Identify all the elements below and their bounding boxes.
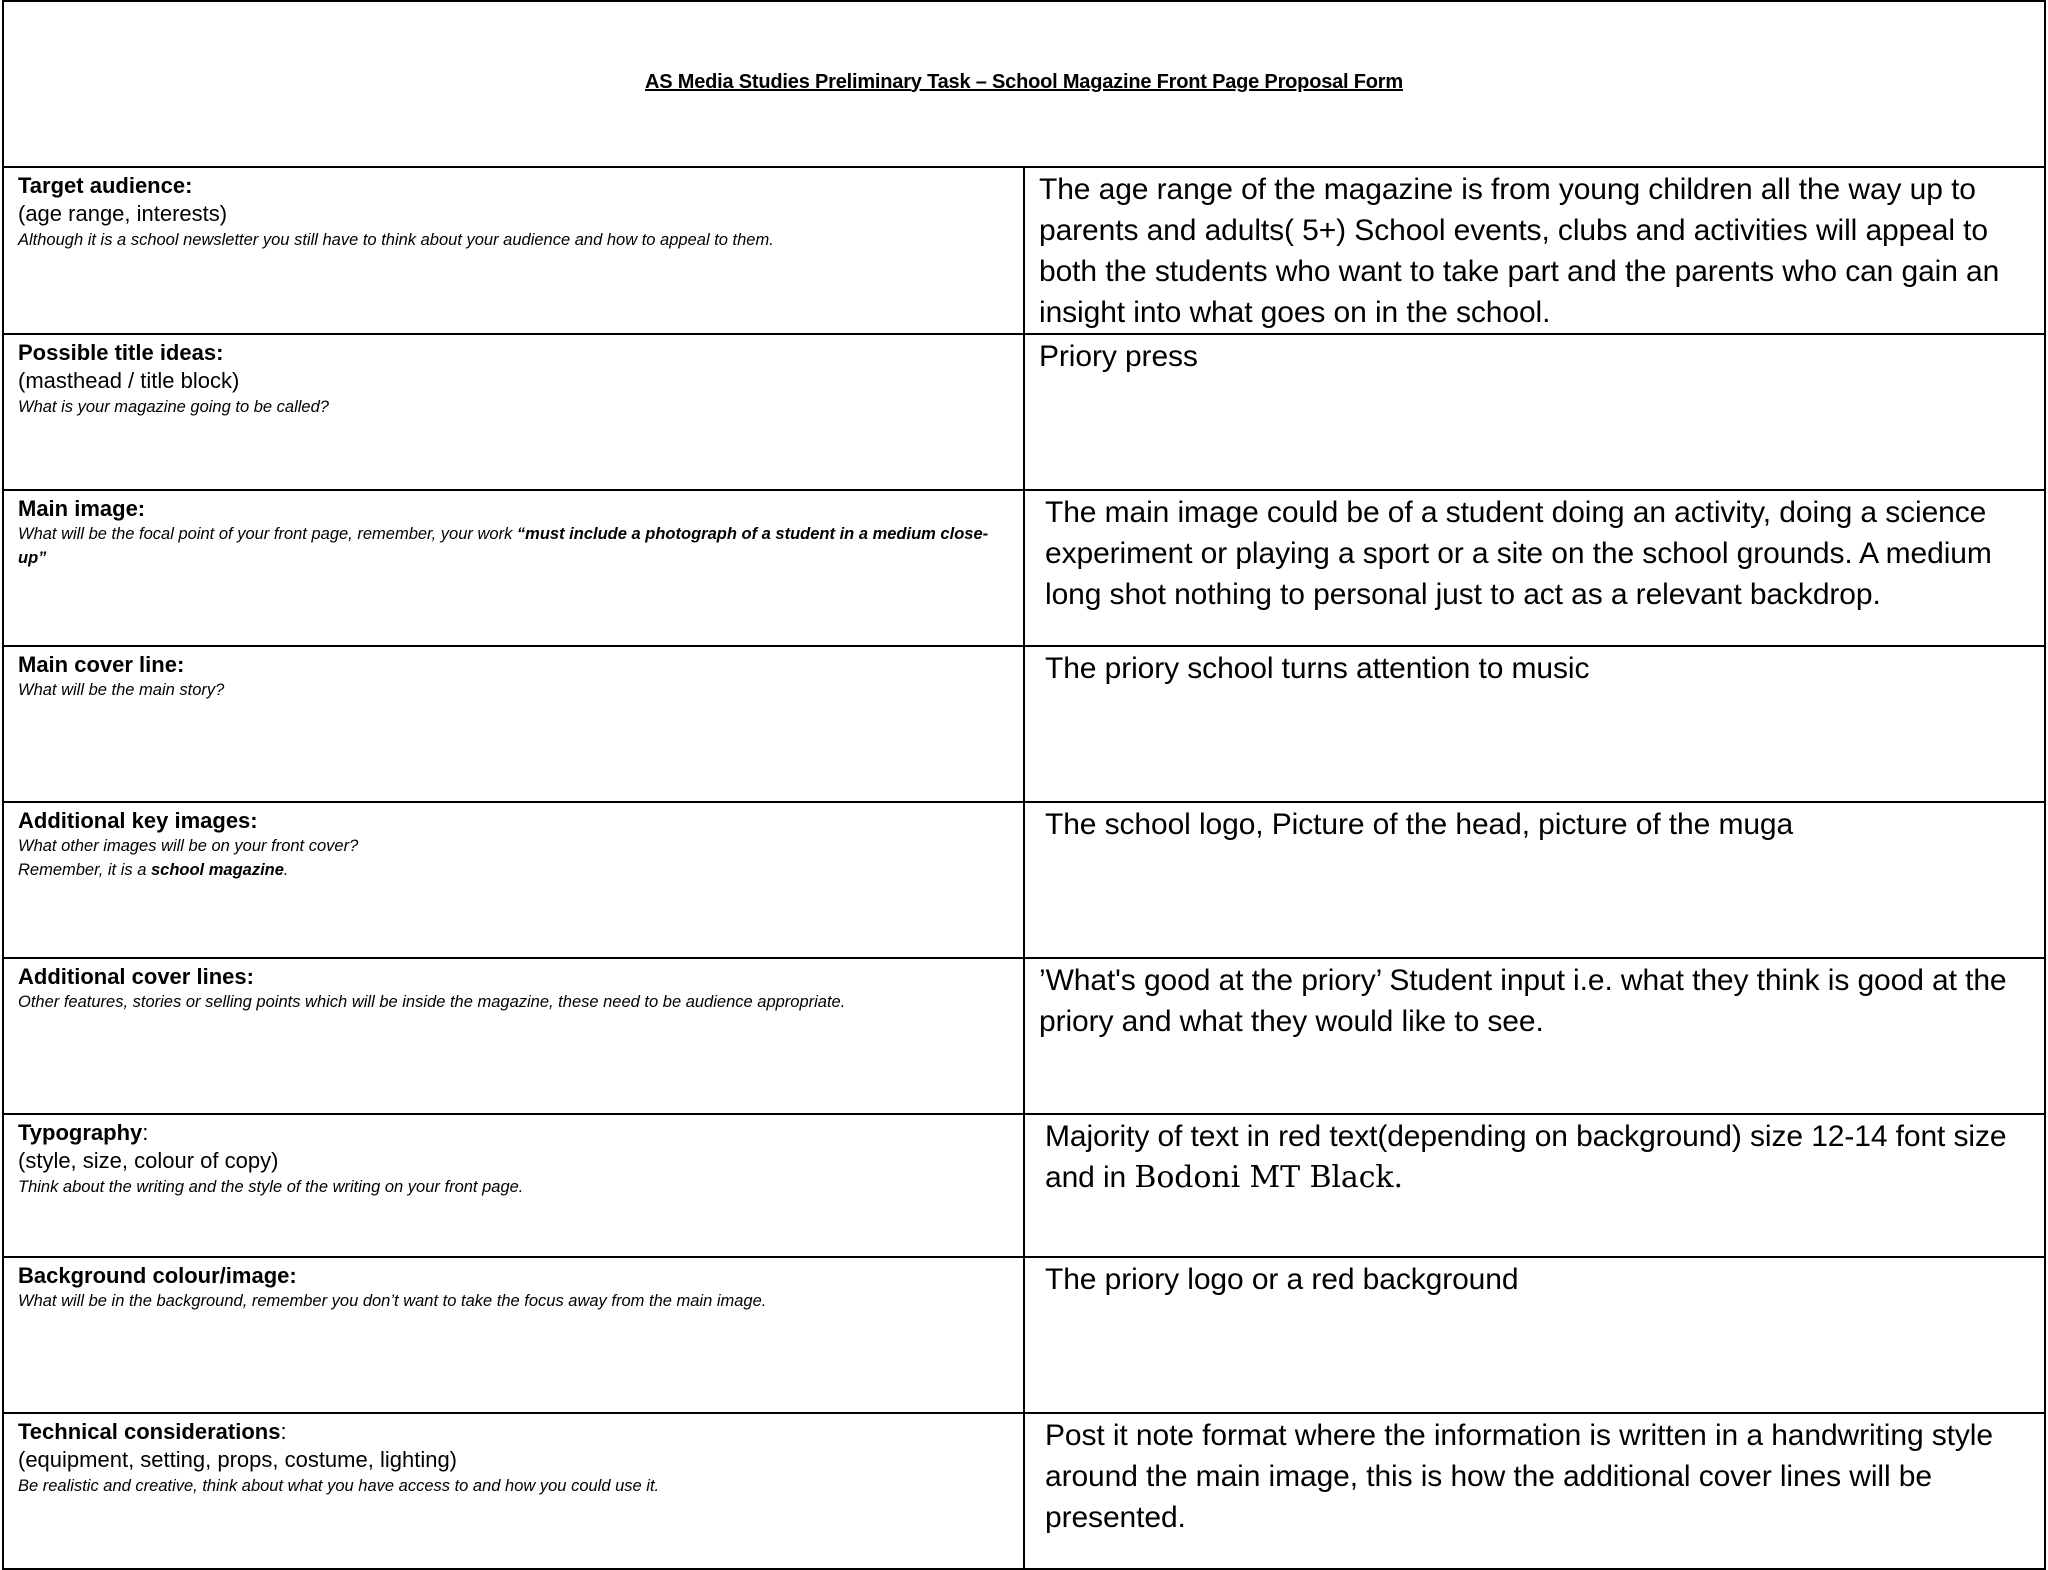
answer-cell[interactable]	[1024, 1413, 2045, 1569]
field-hint: Although it is a school newsletter you still have to think about your audience and how to appeal to them.	[18, 231, 774, 249]
field-sublabel: (equipment, setting, props, costume, lighting)	[18, 1447, 458, 1472]
field-hint: What is your magazine going to be called?	[18, 398, 329, 416]
field-label-text: Technical considerations	[18, 1419, 281, 1444]
field-label-text: Typography	[18, 1120, 143, 1145]
answer-cell[interactable]	[1024, 1257, 2045, 1413]
answer-cell[interactable]	[1024, 958, 2045, 1114]
form-row-typography	[3, 1114, 2045, 1257]
hint-emphasis: “must include a photograph of a student in a medium close-up”	[18, 525, 989, 567]
answer-text: The main image could be of a student doing an activity, doing a science experiment or playing a sport or a site on the school grounds. A medium long shot nothing to personal just to act as a relevant backdrop.	[1045, 496, 1992, 611]
answer-text: The priory school turns attention to music	[1045, 652, 1590, 685]
answer-text: Priory press	[1039, 340, 1198, 373]
field-sublabel: (style, size, colour of copy)	[18, 1148, 279, 1173]
answer-text-main: Majority of text in red text(depending on background) size 12-14 font size and in	[1045, 1120, 2007, 1194]
form-row-additional-key-images	[3, 802, 2045, 958]
field-hint-secondary	[18, 858, 1011, 882]
field-label	[18, 1119, 1011, 1146]
answer-text: ’What's good at the priory’ Student input i.e. what they think is good at the priory and what they would like to see.	[1039, 964, 2007, 1038]
field-label-cell	[3, 1257, 1024, 1413]
field-label: Possible title ideas:	[18, 340, 224, 365]
answer-text: The age range of the magazine is from young children all the way up to parents and adults( 5+) School events, clubs and activities will appeal to both the students who want to take part and the parents who can gain an insight into what goes on in the school.	[1039, 173, 2000, 329]
field-label-cell	[3, 167, 1024, 334]
answer-text: The priory logo or a red background	[1045, 1263, 1519, 1296]
answer-cell[interactable]	[1024, 490, 2045, 646]
answer-cell[interactable]	[1024, 646, 2045, 802]
field-label-colon: :	[280, 1419, 287, 1444]
field-label: Additional cover lines:	[18, 964, 254, 989]
hint-emphasis: school magazine	[150, 861, 284, 879]
form-row-background	[3, 1257, 2045, 1413]
field-sublabel: (age range, interests)	[18, 201, 228, 226]
field-label: Main cover line:	[18, 652, 185, 677]
form-row-technical-considerations	[3, 1413, 2045, 1569]
field-label-cell	[3, 1114, 1024, 1257]
hint-text: Remember, it is a	[18, 861, 151, 879]
answer-cell[interactable]	[1024, 334, 2045, 490]
hint-text-end: .	[283, 861, 289, 879]
form-title: AS Media Studies Preliminary Task – School Magazine Front Page Proposal Form	[645, 70, 1403, 93]
field-hint: Be realistic and creative, think about what you have access to and how you could use it.	[18, 1477, 660, 1495]
field-label-cell	[3, 334, 1024, 490]
field-hint: Think about the writing and the style of the writing on your front page.	[18, 1178, 524, 1196]
answer-cell[interactable]	[1024, 802, 2045, 958]
answer-cell[interactable]	[1024, 1114, 2045, 1257]
field-hint: What will be the main story?	[18, 681, 225, 699]
field-label-cell	[3, 802, 1024, 958]
field-hint: Other features, stories or selling points which will be inside the magazine, these need to be audience appropriate.	[18, 993, 846, 1011]
proposal-form-table	[2, 0, 2046, 1570]
field-label-cell	[3, 1413, 1024, 1569]
field-label: Additional key images:	[18, 808, 258, 833]
answer-text	[1039, 1115, 2026, 1198]
form-row-additional-cover-lines	[3, 958, 2045, 1114]
field-label: Background colour/image:	[18, 1263, 297, 1288]
answer-text: The school logo, Picture of the head, picture of the muga	[1045, 808, 1794, 841]
form-row-title-ideas	[3, 334, 2045, 490]
field-hint: What other images will be on your front cover?	[18, 837, 359, 855]
answer-cell[interactable]	[1024, 167, 2045, 334]
field-label-cell	[3, 958, 1024, 1114]
answer-font-name: Bodoni MT Black.	[1134, 1160, 1403, 1195]
form-row-target-audience	[3, 167, 2045, 334]
field-label	[18, 1418, 1011, 1445]
form-row-main-cover-line	[3, 646, 2045, 802]
field-label-cell	[3, 490, 1024, 646]
field-hint	[18, 522, 1011, 570]
answer-text: Post it note format where the information is written in a handwriting style around the main image, this is how the additional cover lines will be presented.	[1045, 1419, 1993, 1534]
field-label-colon: :	[142, 1120, 149, 1145]
field-label: Main image:	[18, 496, 146, 521]
field-hint: What will be in the background, remember you don’t want to take the focus away from the main image.	[18, 1292, 767, 1310]
field-sublabel: (masthead / title block)	[18, 368, 240, 393]
field-label-cell	[3, 646, 1024, 802]
form-title-cell	[3, 1, 2045, 167]
form-row-main-image	[3, 490, 2045, 646]
hint-text: What will be the focal point of your front page, remember, your work	[18, 525, 517, 543]
field-label: Target audience:	[18, 173, 193, 198]
